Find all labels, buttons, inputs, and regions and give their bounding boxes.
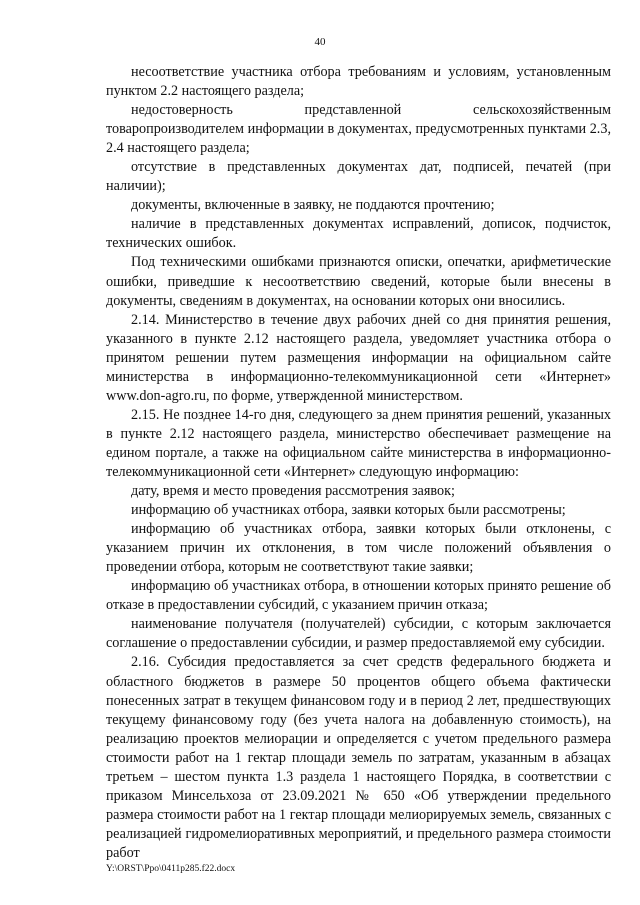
paragraph: наличие в представленных документах исправлений, дописок, подчисток, технических ошибок. [106, 216, 611, 252]
paragraph: дату, время и место проведения рассмотрения заявок; [131, 483, 455, 500]
page-number: 40 [314, 36, 326, 48]
paragraph: информацию об участниках отбора, заявки которых были рассмотрены; [131, 502, 566, 519]
paragraph: наименование получателя (получателей) субсидии, с которым заключается соглашение о предоставлении субсидии, и размер предоставляемой ему субсидии. [106, 616, 611, 652]
paragraph: отсутствие в представленных документах дат, подписей, печатей (при наличии); [106, 159, 611, 195]
paragraph: недостоверность представленной сельскохозяйственным товаропроизводителем информации в документах, предусмотренных пунктами 2.3, 2.4 настоящего раздела; [106, 102, 611, 157]
file-path-footer: Y:\ORST\Ppo\0411p285.f22.docx [106, 864, 236, 874]
paragraph: информацию об участниках отбора, заявки которых были отклонены, с указанием причин их отклонения, в том числе положений объявления о проведении отбора, которым не соответствуют такие заявки; [106, 521, 611, 576]
paragraph: 2.16. Субсидия предоставляется за счет средств федерального бюджета и областного бюджетов в размере 50 процентов общего объема фактически понесенных затрат в текущем финансовом году и в период 2 лет, предшествующих текущему финансовому году (без учета налога на добавленную стоимость), на реализацию проектов мелиорации и определяется с учетом предельного размера стоимости работ на 1 гектар площади земель по затратам, указанным в абзацах третьем – шестом пункта 1.3 раздела 1 настоящего Порядка, в соответствии с приказом Минсельхоза от 23.09.2021 № 650 «Об утверждении предельного размера стоимости работ на 1 гектар площади мелиорируемых земель, связанных с реализацией гидромелиоративных мероприятий, и предельного размера стоимости работ [106, 654, 611, 861]
paragraph: документы, включенные в заявку, не поддаются прочтению; [131, 197, 495, 214]
document-body [106, 63, 611, 863]
paragraph: 2.15. Не позднее 14-го дня, следующего за днем принятия решений, указанных в пункте 2.12 настоящего раздела, министерство обеспечивает размещение на едином портале, а также на официальном сайте министерства в информационно-телекоммуникационной сети «Интернет» следующую информацию: [106, 406, 611, 480]
paragraph: Под техническими ошибками признаются описки, опечатки, арифметические ошибки, приведшие к несоответствию сведений, которые были внесены в документы, сведениям в документах, на основании которых они вносились. [106, 254, 611, 309]
paragraph: несоответствие участника отбора требованиям и условиям, установленным пунктом 2.2 настоящего раздела; [106, 64, 611, 100]
paragraph: информацию об участниках отбора, в отношении которых принято решение об отказе в предоставлении субсидий, с указанием причин отказа; [106, 578, 611, 614]
paragraph: 2.14. Министерство в течение двух рабочих дней со дня принятия решения, указанного в пункте 2.12 настоящего раздела, уведомляет участника отбора о принятом решении путем размещения информации на официальном сайте министерства в информационно-телекоммуникационной сети «Интернет» www.don-agro.ru, по форме, утвержденной министерством. [106, 311, 611, 404]
